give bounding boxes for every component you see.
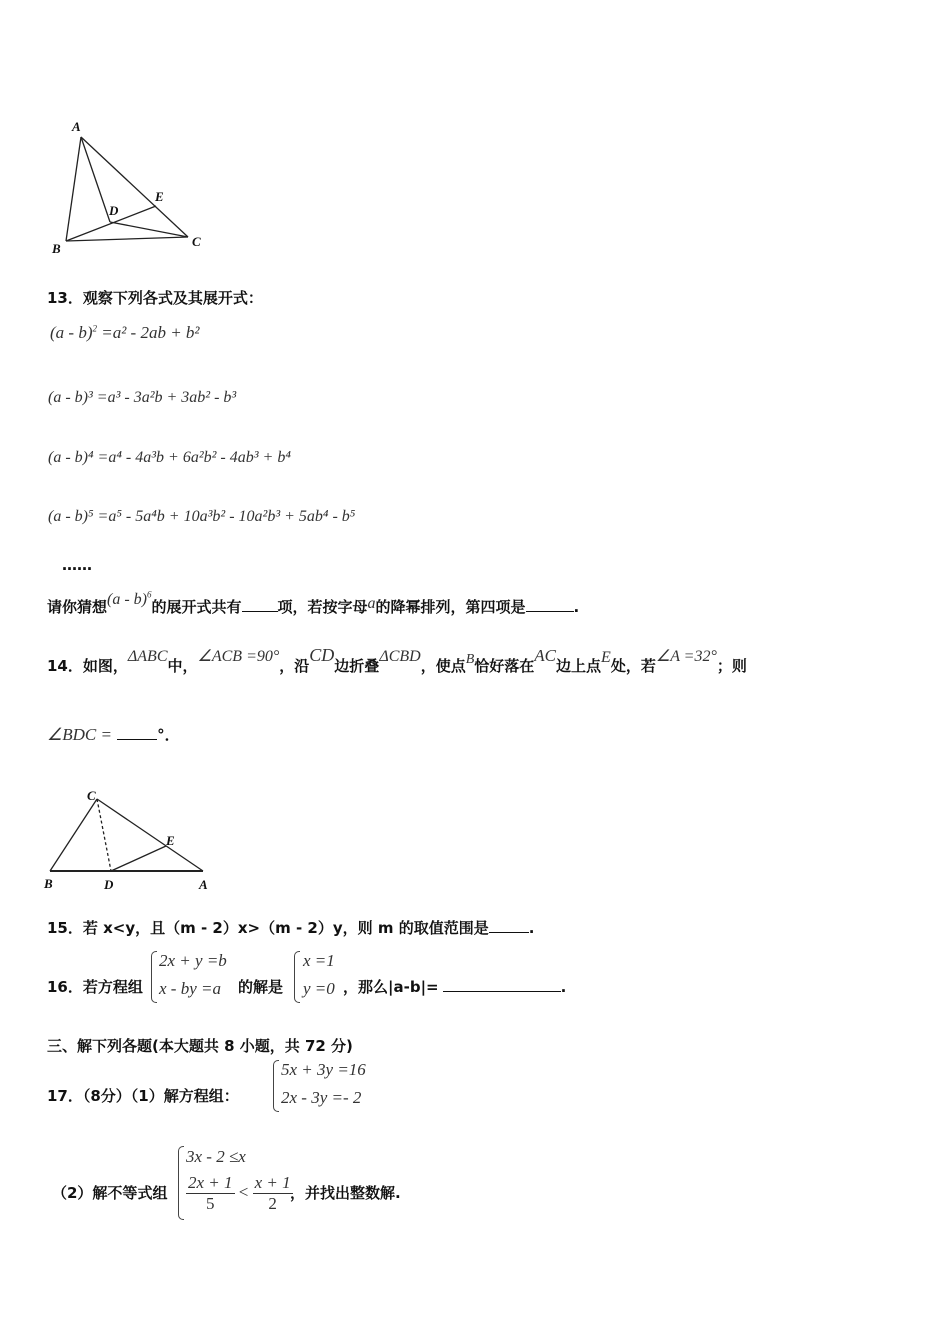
q16-sys2-row1: x =1 xyxy=(303,951,335,970)
q17-frac1-num: 2x + 1 xyxy=(188,1173,233,1192)
q16-t3: ，那么|a-b|= xyxy=(343,978,439,996)
q14-m2: ∠ACB =90° xyxy=(197,648,280,665)
q16-sys1-row1: 2x + y =b xyxy=(159,951,227,970)
q13-question xyxy=(47,589,580,617)
q14-t8: 处，若 xyxy=(610,657,656,675)
label-a: A xyxy=(72,119,81,134)
q14-m8: ∠A =32° xyxy=(655,648,717,665)
q17-frac2 xyxy=(253,1173,293,1214)
q17-frac1 xyxy=(186,1173,235,1214)
q17-frac2-num: x + 1 xyxy=(254,1173,291,1192)
q14-m1: ΔABC xyxy=(127,648,168,665)
figure-triangle-abc xyxy=(48,115,218,260)
q14-t5: ，使点 xyxy=(420,657,466,675)
q17-p2: （2）解不等式组 xyxy=(52,1184,168,1202)
q13-ask-t1: 请你猜想 xyxy=(47,598,108,616)
q13-eq2 xyxy=(50,323,200,343)
label-c: C xyxy=(192,234,201,249)
q16-sys1-row2: x - by =a xyxy=(159,979,221,998)
q13-ask-t5: . xyxy=(573,598,580,616)
q14-m9: ∠BDC = xyxy=(47,725,112,744)
q13-stem: 13．观察下列各式及其展开式： xyxy=(47,289,263,307)
label-c: C xyxy=(87,788,96,803)
q13-eq2-exp: 2 xyxy=(92,323,97,334)
q13-ask-expr: (a - b) xyxy=(107,591,147,608)
q13-eq2-lhs: (a - b) xyxy=(50,323,93,342)
q17-ineq2 xyxy=(186,1173,293,1214)
q14-t10: °． xyxy=(157,726,180,744)
q14-answer-line xyxy=(47,724,180,745)
q16-t1: 16．若方程组 xyxy=(47,978,143,996)
q14-m5: B xyxy=(465,652,475,667)
q17-brace-1 xyxy=(273,1060,279,1112)
q13-dots: …… xyxy=(62,556,92,574)
q13-blank-1[interactable] xyxy=(242,597,278,612)
q13-ask-exp: 6 xyxy=(147,589,152,600)
q14-m3: CD xyxy=(309,645,335,665)
q14-t7: 边上点 xyxy=(556,657,602,675)
q15-question xyxy=(47,917,534,938)
q17-frac1-den: 5 xyxy=(206,1194,215,1213)
q16-blank[interactable] xyxy=(443,977,561,992)
q16-sys2-row2: y =0 xyxy=(303,979,335,998)
q16-t2: 的解是 xyxy=(238,978,284,996)
q14-t1: 14．如图， xyxy=(47,657,128,675)
label-d: D xyxy=(109,203,119,218)
q13-ask-t3: 项，若按字母 xyxy=(277,598,368,616)
figure-fold-triangle xyxy=(40,785,220,897)
q13-eq4: (a - b)⁴ =a⁴ - 4a³b + 6a²b² - 4ab³ + b⁴ xyxy=(48,449,291,466)
q17-brace-2 xyxy=(178,1146,184,1220)
q14-t6: 恰好落在 xyxy=(474,657,535,675)
q15-blank[interactable] xyxy=(489,918,529,933)
q13-ask-var: a xyxy=(367,595,376,612)
q13-eq5: (a - b)⁵ =a⁵ - 5a⁴b + 10a³b² - 10a²b³ + 5ab⁴ - b⁵ xyxy=(48,508,356,525)
q13-blank-2[interactable] xyxy=(526,597,574,612)
label-e: E xyxy=(166,833,175,848)
q14-t4: 边折叠 xyxy=(334,657,380,675)
q15-text: 15．若 x<y，且（m - 2）x>（m - 2）y，则 m 的取值范围是 xyxy=(47,919,489,937)
label-a: A xyxy=(199,877,208,892)
q15-end: . xyxy=(528,919,535,937)
q17-ineq1: 3x - 2 ≤x xyxy=(186,1147,246,1166)
q16-tail xyxy=(343,976,566,997)
q14-t3: ，沿 xyxy=(279,657,310,675)
q17-lt: < xyxy=(238,1182,249,1202)
q17-sys-row2: 2x - 3y =- 2 xyxy=(281,1088,362,1107)
q14-question xyxy=(47,645,747,676)
q16-brace-1 xyxy=(151,951,157,1003)
q17-t1: 17．（8分）（1）解方程组： xyxy=(47,1087,239,1105)
q13-eq3: (a - b)³ =a³ - 3a²b + 3ab² - b³ xyxy=(48,389,237,406)
q14-m6: AC xyxy=(534,646,557,665)
q16-end: . xyxy=(560,978,567,996)
label-b: B xyxy=(44,876,53,891)
q14-t9: ；则 xyxy=(716,657,747,675)
label-b: B xyxy=(52,241,61,256)
q17-frac2-den: 2 xyxy=(268,1194,277,1213)
q14-m4: ΔCBD xyxy=(379,648,421,665)
q13-ask-t4: 的降幂排列，第四项是 xyxy=(375,598,526,616)
q13-eq2-rhs: =a² - 2ab + b² xyxy=(101,323,200,342)
label-e: E xyxy=(155,189,164,204)
q14-t2: 中， xyxy=(167,657,198,675)
q17-t2: ，并找出整数解. xyxy=(290,1184,401,1202)
q17-sys-row1: 5x + 3y =16 xyxy=(281,1060,366,1079)
q16-brace-2 xyxy=(294,951,300,1003)
label-d: D xyxy=(104,877,114,892)
q14-m7: E xyxy=(601,649,611,666)
q13-ask-t2: 的展开式共有 xyxy=(151,598,242,616)
section3-title: 三、解下列各题(本大题共 8 小题，共 72 分) xyxy=(47,1037,353,1055)
q14-blank[interactable] xyxy=(117,725,157,740)
